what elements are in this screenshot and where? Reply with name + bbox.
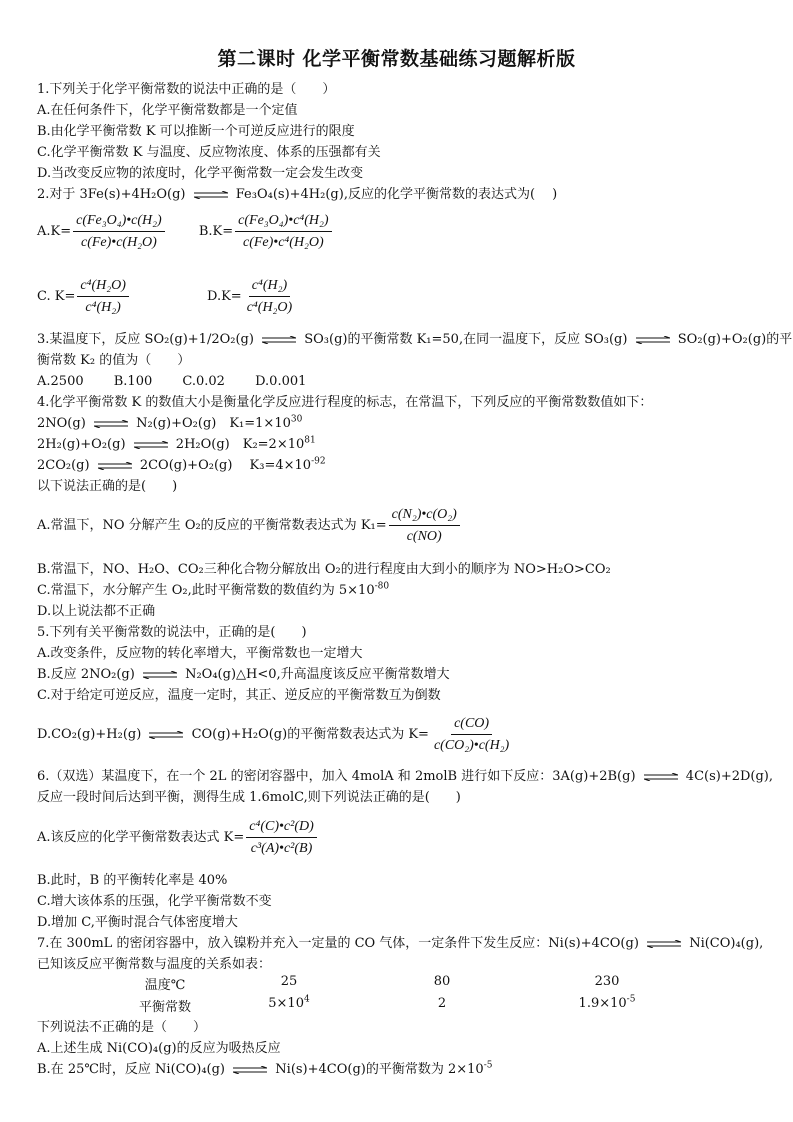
fraction-numerator: c⁴(H₂) xyxy=(249,277,290,297)
q7-lead: 下列说法不正确的是（ ） xyxy=(37,1020,207,1035)
q7-stem-right: Ni(CO)₄(g), xyxy=(689,936,764,951)
exponent: 30 xyxy=(290,414,303,425)
exponent: 4 xyxy=(303,994,310,1005)
q4-reaction-1-right: N₂(g)+O₂(g) K₁=1×10 xyxy=(136,416,291,431)
equilibrium-arrow-icon xyxy=(94,420,128,428)
q5-option-c: C.对于给定可逆反应，温度一定时，其正、逆反应的平衡常数互为倒数 xyxy=(37,688,441,703)
fraction-denominator: c⁴(H₂) xyxy=(85,300,121,315)
equilibrium-arrow-icon xyxy=(143,671,177,679)
q2-options-cd xyxy=(37,277,297,316)
q7-option-b-right: Ni(s)+4CO(g)的平衡常数为 2×10 xyxy=(275,1062,484,1077)
q2-option-d-fraction xyxy=(244,277,296,316)
q4-option-b: B.常温下，NO、H₂O、CO₂三种化合物分解放出 O₂的进行程度由大到小的顺序为 NO>H₂O>CO₂ xyxy=(37,562,611,577)
exponent: 81 xyxy=(304,435,316,446)
q2-options-ab xyxy=(37,212,334,251)
exponent: -5 xyxy=(483,1060,493,1071)
q2-option-d-label: D.K= xyxy=(207,289,242,304)
q4-option-c xyxy=(37,583,389,599)
q4-reaction-2-left: 2H₂(g)+O₂(g) xyxy=(37,437,126,452)
q7-table xyxy=(37,974,737,1018)
table-cell xyxy=(547,996,667,1011)
q4-option-d: D.以上说法都不正确 xyxy=(37,604,156,619)
q4-reaction-2 xyxy=(37,437,316,453)
q6-option-d: D.增加 C,平衡时混合气体密度增大 xyxy=(37,915,238,930)
q2-option-c-label: C. K= xyxy=(37,289,76,304)
exponent: -80 xyxy=(374,581,390,592)
q5-option-b xyxy=(37,667,450,683)
table-cell: 230 xyxy=(594,974,620,989)
q1-stem: 1.下列关于化学平衡常数的说法中正确的是（ ） xyxy=(37,82,336,97)
q1-option-c: C.化学平衡常数 K 与温度、反应物浓度、体系的压强都有关 xyxy=(37,145,381,160)
q5-option-d-right: CO(g)+H₂O(g)的平衡常数表达式为 K= xyxy=(191,726,429,742)
q4-reaction-2-right: 2H₂O(g) K₂=2×10 xyxy=(175,437,305,452)
q3-option-c: C.0.02 xyxy=(182,374,225,389)
q5-option-d-left: D.CO₂(g)+H₂(g) xyxy=(37,726,142,742)
equilibrium-arrow-icon xyxy=(644,773,678,781)
exponent: -92 xyxy=(311,456,326,467)
equilibrium-arrow-icon xyxy=(98,462,132,470)
q6-stem-line2: 反应一段时间后达到平衡，测得生成 1.6molC,则下列说法正确的是( ) xyxy=(37,790,461,805)
fraction-denominator: c³(A)•c²(B) xyxy=(250,841,313,856)
q1-option-b: B.由化学平衡常数 K 可以推断一个可逆反应进行的限度 xyxy=(37,124,355,139)
q5-stem: 5.下列有关平衡常数的说法中，正确的是( ) xyxy=(37,625,307,640)
q3-stem-line1 xyxy=(37,332,792,348)
table-cell: 25 xyxy=(280,974,298,989)
q2-option-b-fraction xyxy=(235,212,331,251)
q3-stem-part1: 3.某温度下，反应 SO₂(g)+1/2O₂(g) xyxy=(37,332,254,347)
fraction-denominator: c(NO) xyxy=(406,529,442,544)
fraction-denominator: c(CO₂)•c(H₂) xyxy=(433,738,510,753)
fraction-denominator: c(Fe)•c(H₂O) xyxy=(80,235,157,250)
q2-option-c xyxy=(37,277,131,316)
equilibrium-arrow-icon xyxy=(134,441,168,449)
q6-option-a-fraction xyxy=(246,818,317,857)
q3-option-a: A.2500 xyxy=(37,374,84,389)
q2-option-a-label: A.K= xyxy=(37,224,72,239)
table-header-cell: 温度℃ xyxy=(144,978,186,993)
fraction-denominator: c(Fe)•c⁴(H₂O) xyxy=(243,235,324,250)
q4-reaction-3-left: 2CO₂(g) xyxy=(37,458,90,473)
table-cell xyxy=(229,996,349,1011)
table-row xyxy=(37,974,737,996)
equilibrium-arrow-icon xyxy=(194,191,228,199)
q5-option-a: A.改变条件，反应物的转化率增大，平衡常数也一定增大 xyxy=(37,646,363,661)
fraction-numerator: c(Fe₃O₄)•c(H₂) xyxy=(73,212,165,232)
q2-option-a xyxy=(37,212,167,251)
exponent: -5 xyxy=(626,994,636,1005)
page-title: 第二课时 化学平衡常数基础练习题解析版 xyxy=(217,48,576,70)
q3-option-d: D.0.001 xyxy=(255,374,307,389)
fraction-numerator: c(CO) xyxy=(451,715,492,735)
q5-option-d-fraction xyxy=(431,715,512,754)
fraction-numerator: c⁴(C)•c²(D) xyxy=(246,818,317,838)
q6-option-b: B.此时，B 的平衡转化率是 40% xyxy=(37,873,228,888)
table-cell-value: 1.9×10 xyxy=(578,996,627,1011)
q4-reaction-1-left: 2NO(g) xyxy=(37,416,86,431)
table-cell: 2 xyxy=(437,996,447,1011)
q7-stem-left: 7.在 300mL 的密闭容器中，放入镍粉并充入一定量的 CO 气体，一定条件下发生反应：Ni(s)+4CO(g) xyxy=(37,936,639,951)
q4-reaction-3 xyxy=(37,458,326,474)
q7-stem-line2: 已知该反应平衡常数与温度的关系如表： xyxy=(37,957,272,972)
q6-option-c: C.增大该体系的压强，化学平衡常数不变 xyxy=(37,894,272,909)
q3-options xyxy=(37,374,306,390)
q7-option-a: A.上述生成 Ni(CO)₄(g)的反应为吸热反应 xyxy=(37,1041,281,1056)
q2-option-d xyxy=(207,277,297,316)
q4-option-a-fraction xyxy=(389,506,460,545)
q4-lead: 以下说法正确的是( ) xyxy=(37,479,178,494)
fraction-numerator: c(N₂)•c(O₂) xyxy=(389,506,460,526)
q7-stem-line1 xyxy=(37,936,763,952)
q7-option-b xyxy=(37,1062,492,1078)
q2-option-b xyxy=(199,212,334,251)
q3-stem-part3: SO₂(g)+O₂(g)的平 xyxy=(677,332,793,347)
q1-option-d: D.当改变反应物的浓度时，化学平衡常数一定会发生改变 xyxy=(37,166,364,181)
q4-stem: 4.化学平衡常数 K 的数值大小是衡量化学反应进行程度的标志，在常温下，下列反应的平衡常数数值如下： xyxy=(37,395,653,410)
equilibrium-arrow-icon xyxy=(233,1066,267,1074)
q5-option-d xyxy=(37,715,514,754)
equilibrium-arrow-icon xyxy=(262,336,296,344)
q2-stem-left: 2.对于 3Fe(s)+4H₂O(g) xyxy=(37,187,186,202)
fraction-denominator: c⁴(H₂O) xyxy=(246,300,293,315)
q4-option-a xyxy=(37,506,462,545)
q6-stem-line1 xyxy=(37,769,773,785)
q4-option-c-text: C.常温下，水分解产生 O₂,此时平衡常数的数值约为 5×10 xyxy=(37,583,375,598)
q3-stem-part2: SO₃(g)的平衡常数 K₁=50,在同一温度下，反应 SO₃(g) xyxy=(304,332,628,347)
fraction-numerator: c⁴(H₂O) xyxy=(77,277,129,297)
q3-option-b: B.100 xyxy=(113,374,153,389)
equilibrium-arrow-icon xyxy=(149,731,183,739)
q6-option-a-text: A.该反应的化学平衡常数表达式 K= xyxy=(37,829,245,845)
q5-option-b-right: N₂O₄(g)△H<0,升高温度该反应平衡常数增大 xyxy=(185,667,450,682)
q4-reaction-3-right: 2CO(g)+O₂(g) K₃=4×10 xyxy=(139,458,312,473)
fraction-numerator: c(Fe₃O₄)•c⁴(H₂) xyxy=(235,212,331,232)
q4-reaction-1 xyxy=(37,416,302,432)
equilibrium-arrow-icon xyxy=(647,940,681,948)
q2-option-a-fraction xyxy=(73,212,165,251)
q2-stem-right: Fe₃O₄(s)+4H₂(g),反应的化学平衡常数的表达式为( ) xyxy=(235,187,558,202)
table-cell-value: 5×10 xyxy=(268,996,304,1011)
table-header-cell: 平衡常数 xyxy=(138,1000,191,1015)
q6-option-a xyxy=(37,818,319,857)
q2-option-c-fraction xyxy=(77,277,129,316)
q6-stem-right: 4C(s)+2D(g), xyxy=(685,769,774,784)
q2-stem xyxy=(37,187,557,203)
q3-stem-line2: 衡常数 K₂ 的值为（ ） xyxy=(37,353,191,368)
q1-option-a: A.在任何条件下，化学平衡常数都是一个定值 xyxy=(37,103,298,118)
q4-option-a-text: A.常温下，NO 分解产生 O₂的反应的平衡常数表达式为 K₁= xyxy=(37,517,387,533)
q7-option-b-left: B.在 25℃时，反应 Ni(CO)₄(g) xyxy=(37,1062,225,1077)
table-row xyxy=(37,996,737,1018)
q5-option-b-left: B.反应 2NO₂(g) xyxy=(37,667,135,682)
q6-stem-left: 6.（双选）某温度下，在一个 2L 的密闭容器中，加入 4molA 和 2molB 进行如下反应：3A(g)+2B(g) xyxy=(37,769,636,784)
equilibrium-arrow-icon xyxy=(636,336,670,344)
table-cell: 80 xyxy=(433,974,451,989)
q2-option-b-label: B.K= xyxy=(198,224,234,239)
